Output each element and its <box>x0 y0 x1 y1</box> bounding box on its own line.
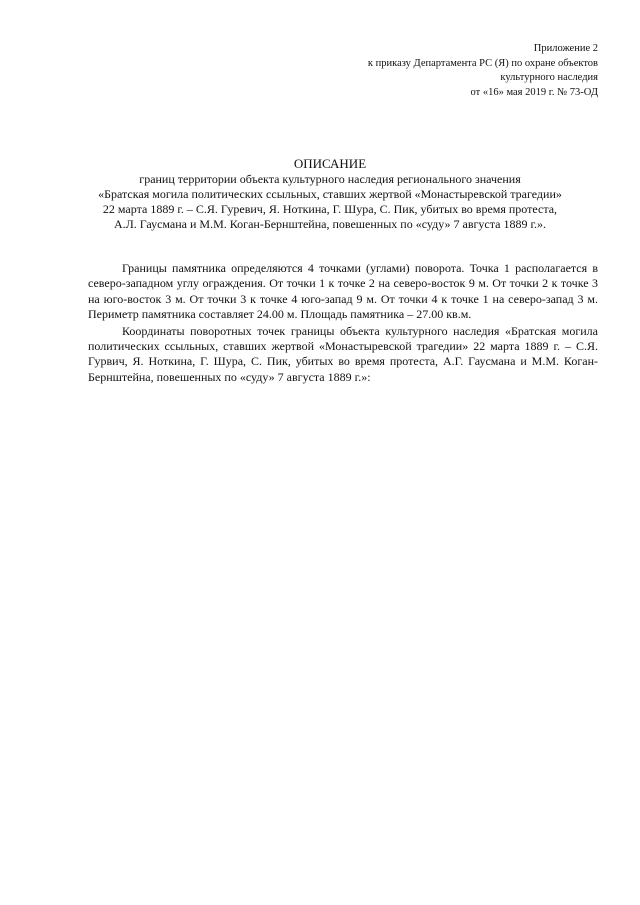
boundary-description-paragraph: Границы памятника определяются 4 точками (углами) поворота. Точка 1 располагается в северо-западном углу ограждения. От точки 1 к точке 2 на северо-восток 9 м. От точки 2 к точке 3 на юго-восток 3 м. От точки 3 к точке 4 юго-запад 9 м. От точки 4 к точке 1 на северо-запад 3 м. Периметр памятника составляет 24.00 м. Площадь памятника – 27.00 кв.м. <box>88 261 598 322</box>
document-heading: ОПИСАНИЕ <box>293 156 367 171</box>
title-line-1: границ территории объекта культурного наследия регионального значения <box>139 172 521 186</box>
title-line-3: 22 марта 1889 г. – С.Я. Гуревич, Я. Ноткина, Г. Шура, С. Пик, убитых во время протеста, <box>102 202 558 216</box>
document-title-block <box>60 156 600 232</box>
appendix-order-reference: к приказу Департамента РС (Я) по охране объектов <box>367 57 598 69</box>
appendix-order-reference-cont: культурного наследия <box>500 72 598 83</box>
appendix-order-date: от «16» мая 2019 г. № 73-ОД <box>470 86 598 98</box>
document-body <box>88 261 598 385</box>
title-line-2: «Братская могила политических ссыльных, ставших жертвой «Монастыревской трагедии» <box>98 187 562 201</box>
coordinates-intro-paragraph: Координаты поворотных точек границы объекта культурного наследия «Братская могила политических ссыльных, ставших жертвой «Монастыревской трагедии» 22 марта 1889 г. – С.Я. Гурвич, Я. Ноткина, Г. Шура, С. Пик, убитых во время протеста, А.Г. Гаусмана и М.М. Коган-Бернштейна, повешенных по «суду» 7 августа 1889 г.»: <box>88 323 598 384</box>
appendix-number: Приложение 2 <box>533 43 598 54</box>
appendix-header <box>238 42 598 100</box>
title-line-4: А.Л. Гаусмана и М.М. Коган-Бернштейна, повешенных по «суду» 7 августа 1889 г.». <box>113 217 547 231</box>
